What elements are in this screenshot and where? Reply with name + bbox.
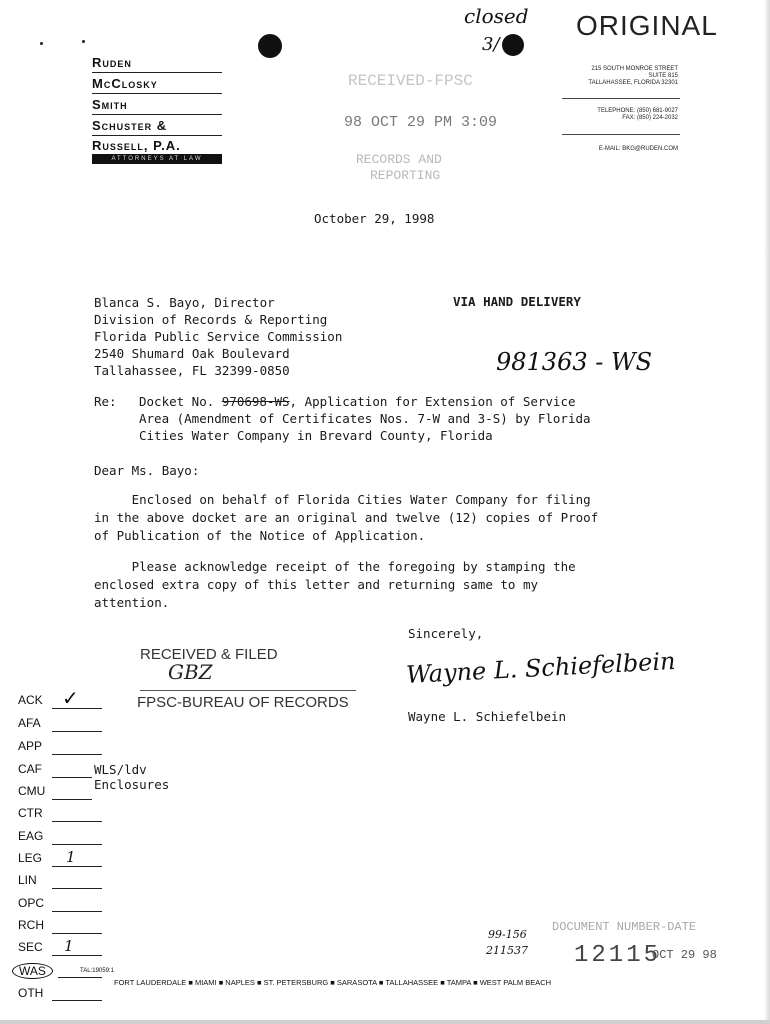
signature: Wayne L. Schiefelbein	[405, 646, 677, 690]
distribution-code: AFA	[18, 716, 41, 730]
re-line-2: Area (Amendment of Certificates Nos. 7-W and 3-S) by Florida	[139, 411, 591, 426]
distribution-code: RCH	[18, 918, 44, 932]
filed-stamp-line: RECEIVED & FILED	[140, 646, 278, 663]
doc-number-date: OCT 29 98	[652, 948, 717, 962]
ink-dot	[40, 42, 43, 45]
firm-rule	[92, 93, 222, 94]
filed-stamp-line: FPSC-BUREAU OF RECORDS	[137, 694, 349, 711]
address-rule	[562, 134, 680, 135]
closing: Sincerely,	[408, 626, 484, 641]
distribution-code: OPC	[18, 896, 45, 910]
original-stamp: ORIGINAL	[576, 10, 718, 41]
firm-rule	[92, 114, 222, 115]
firm-name-line: Smith	[92, 97, 128, 112]
paragraph-1-line: of Publication of the Notice of Application.	[94, 528, 426, 543]
firm-email: E-MAIL: BKG@RUDEN.COM	[598, 146, 678, 152]
enclosures-note: Enclosures	[94, 777, 170, 792]
firm-name-line: Schuster &	[92, 118, 168, 133]
distribution-code-circled: WAS	[12, 963, 53, 979]
distribution-rule	[52, 1000, 102, 1001]
distribution-rule	[52, 731, 102, 732]
distribution-rule	[52, 821, 102, 822]
letter-date: October 29, 1998	[314, 211, 435, 226]
re-label: Re:	[94, 394, 117, 409]
paragraph-2-line: attention.	[94, 595, 170, 610]
received-stamp-line: RECORDS AND	[356, 152, 442, 167]
distribution-rule	[52, 866, 102, 867]
paragraph-1-line: Enclosed on behalf of Florida Cities Water Company for filing	[94, 492, 591, 507]
handwritten-closed: closed	[464, 4, 529, 28]
distribution-rule	[52, 933, 102, 934]
re-line-1	[139, 394, 576, 409]
distribution-rule	[52, 911, 102, 912]
footer-offices: FORT LAUDERDALE ■ MIAMI ■ NAPLES ■ ST. PETERSBURG ■ SARASOTA ■ TALLAHASSEE ■ TAMPA ■ WEST PALM BEACH	[114, 978, 552, 987]
filed-stamp-initials: GBZ	[168, 660, 213, 684]
signer-name: Wayne L. Schiefelbein	[408, 709, 567, 724]
distribution-code: LIN	[18, 873, 37, 887]
handwritten-fraction: 3/	[482, 34, 500, 55]
firm-address	[518, 66, 678, 87]
distribution-rule	[52, 844, 102, 845]
distribution-code: CAF	[18, 762, 42, 776]
filed-stamp-rule	[140, 690, 356, 691]
re-docket-prefix: Docket No.	[139, 394, 215, 409]
received-stamp-date: 98 OCT 29 PM 3:09	[344, 114, 498, 131]
scan-edge	[0, 1020, 770, 1024]
doc-number: 12115	[574, 942, 662, 969]
firm-contact	[518, 108, 678, 122]
typist-initials: WLS/ldv	[94, 762, 147, 777]
distribution-rule	[52, 888, 102, 889]
recipient-line: Blanca S. Bayo, Director	[94, 295, 275, 310]
recipient-line: 2540 Shumard Oak Boulevard	[94, 346, 290, 361]
received-stamp-line: RECEIVED-FPSC	[348, 72, 473, 90]
ink-blot	[502, 34, 524, 56]
distribution-code: LEG	[18, 851, 43, 865]
ink-dot	[82, 40, 85, 43]
address-rule	[562, 98, 680, 99]
re-line-1-rest: , Application for Extension of Service	[289, 394, 576, 409]
paragraph-2-line: enclosed extra copy of this letter and returning same to my	[94, 577, 539, 592]
distribution-code: CTR	[18, 806, 43, 820]
distribution-rule	[52, 754, 102, 755]
distribution-rule	[52, 777, 92, 778]
firm-rule	[92, 135, 222, 136]
distribution-code: APP	[18, 739, 43, 753]
distribution-mark: 1	[64, 937, 74, 955]
recipient-line: Division of Records & Reporting	[94, 312, 328, 327]
firm-name-line: McClosky	[92, 76, 158, 91]
recipient-line: Tallahassee, FL 32399-0850	[94, 363, 290, 378]
salutation: Dear Ms. Bayo:	[94, 463, 200, 478]
address-line: 215 SOUTH MONROE STREET	[591, 66, 678, 72]
distribution-code: EAG	[18, 829, 44, 843]
recipient-line: Florida Public Service Commission	[94, 329, 343, 344]
re-docket-struck: 970698-WS	[221, 394, 290, 409]
distribution-rule	[58, 977, 102, 978]
phone-line: TELEPHONE: (850) 681-9027	[597, 108, 678, 114]
footer-code: TAL:19059:1	[80, 968, 114, 974]
distribution-rule	[52, 955, 102, 956]
firm-rule	[92, 72, 222, 73]
fax-line: FAX: (850) 224-2032	[622, 115, 678, 121]
handwritten-note: 211537	[486, 944, 528, 957]
distribution-code: ACK	[18, 693, 43, 707]
distribution-mark: ✓	[62, 686, 79, 710]
distribution-code: OTH	[18, 986, 44, 1000]
re-line-3: Cities Water Company in Brevard County, Florida	[139, 428, 493, 443]
distribution-rule	[52, 799, 92, 800]
firm-name-line: Russell, P.A.	[92, 138, 181, 153]
punch-hole	[258, 34, 282, 58]
doc-number-label: DOCUMENT NUMBER-DATE	[552, 920, 697, 934]
handwritten-note: 99-156	[488, 928, 527, 941]
distribution-code: CMU	[18, 784, 46, 798]
received-stamp-line: REPORTING	[370, 168, 441, 183]
scan-edge	[764, 0, 770, 1024]
firm-name-line: Ruden	[92, 55, 132, 70]
address-line: TALLAHASSEE, FLORIDA 32301	[588, 80, 678, 86]
handwritten-docket-number: 981363 - WS	[496, 348, 653, 376]
paragraph-2-line: Please acknowledge receipt of the foregoing by stamping the	[94, 559, 576, 574]
delivery-method: VIA HAND DELIVERY	[453, 294, 581, 309]
paragraph-1-line: in the above docket are an original and twelve (12) copies of Proof	[94, 510, 599, 525]
distribution-code: SEC	[18, 940, 43, 954]
distribution-mark: 1	[66, 848, 76, 866]
address-line: SUITE 815	[648, 73, 678, 79]
firm-tagline: ATTORNEYS AT LAW	[92, 154, 222, 164]
